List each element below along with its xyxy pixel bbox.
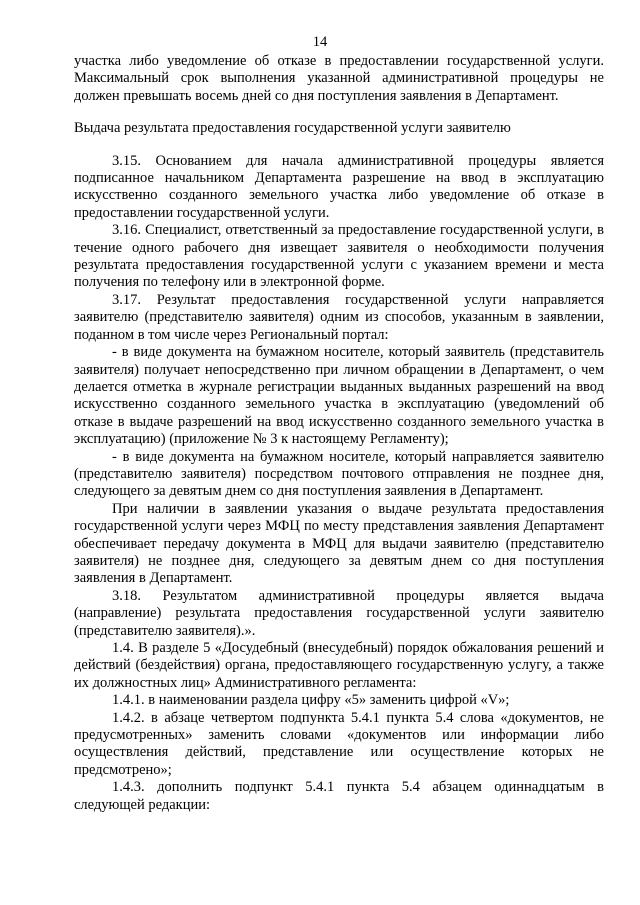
paragraph-1-4-1: 1.4.1. в наименовании раздела цифру «5» заменить цифрой «V»; — [112, 692, 510, 709]
section-heading: Выдача результата предоставления государственной услуги заявителю — [74, 120, 511, 137]
paragraph-3-17: 3.17. Результат предоставления государственной услуги направляется заявителю (представителю заявителя) одним из способов, указанным в заявлении, поданном в том числе через Региональный портал: — [74, 291, 604, 343]
paragraph-intro: участка либо уведомление об отказе в предоставлении государственной услуги. Максимальный срок выполнения указанной административной процедуры не должен превышать восемь дней со дня поступления заявления в Департамент. — [74, 53, 604, 104]
paragraph-3-15: 3.15. Основанием для начала административной процедуры является подписанное начальником Департамента разрешение на ввод в эксплуатацию искусственно созданного земельного участка либо уведомление об отказе в предоставлении государственной услуги. — [74, 152, 604, 221]
document-body — [74, 53, 604, 814]
page-number: 14 — [312, 34, 328, 50]
paragraph-1-4-2: 1.4.2. в абзаце четвертом подпункта 5.4.1 пункта 5.4 слова «документов, не предусмотренных» заменить словами «документов или информации либо осуществления действий, представление или осуществление которых не предсмотрено»; — [74, 709, 604, 778]
paragraph-1-4: 1.4. В разделе 5 «Досудебный (внесудебный) порядок обжалования решений и действий (бездействия) органа, предоставляющего государственную услугу, а также их должностных лиц» Административного регламента: — [74, 640, 604, 691]
paragraph-3-18: 3.18. Результатом административной процедуры является выдача (направление) результата предоставления государственной услуги заявителю (представителю заявителя).». — [74, 587, 604, 639]
paragraph-1-4-3: 1.4.3. дополнить подпункт 5.4.1 пункта 5.4 абзацем одиннадцатым в следующей редакции: — [74, 779, 604, 813]
list-item-postal-document: - в виде документа на бумажном носителе, который направляется заявителю (представителю заявителя) посредством почтового отправления не позднее дня, следующего за девятым днем со дня поступления заявления в Департамент. — [74, 448, 604, 500]
paragraph-mfc: При наличии в заявлении указания о выдаче результата предоставления государственной услуги через МФЦ по месту представления заявления Департамент обеспечивает передачу документа в МФЦ для выдачи заявителю (представителю заявителя) не позднее дня, следующего за девятым днем со дня поступления заявления в Департамент. — [74, 500, 604, 587]
paragraph-3-16: 3.16. Специалист, ответственный за предоставление государственной услуги, в течение одного рабочего дня извещает заявителя о необходимости получения результата предоставления государственной услуги с указанием времени и места получения по телефону или в электронной форме. — [74, 222, 604, 291]
list-item-paper-document: - в виде документа на бумажном носителе, который заявитель (представитель заявителя) получает непосредственно при личном обращении в Департамент, о чем делается отметка в журнале регистрации выданных выданных разрешений на ввод искусственно созданного земельного участка в эксплуатацию (уведомлений об отказе в выдаче разрешений на ввод искусственно созданного земельного участка в эксплуатацию) (приложение № 3 к настоящему Регламенту); — [74, 344, 604, 448]
